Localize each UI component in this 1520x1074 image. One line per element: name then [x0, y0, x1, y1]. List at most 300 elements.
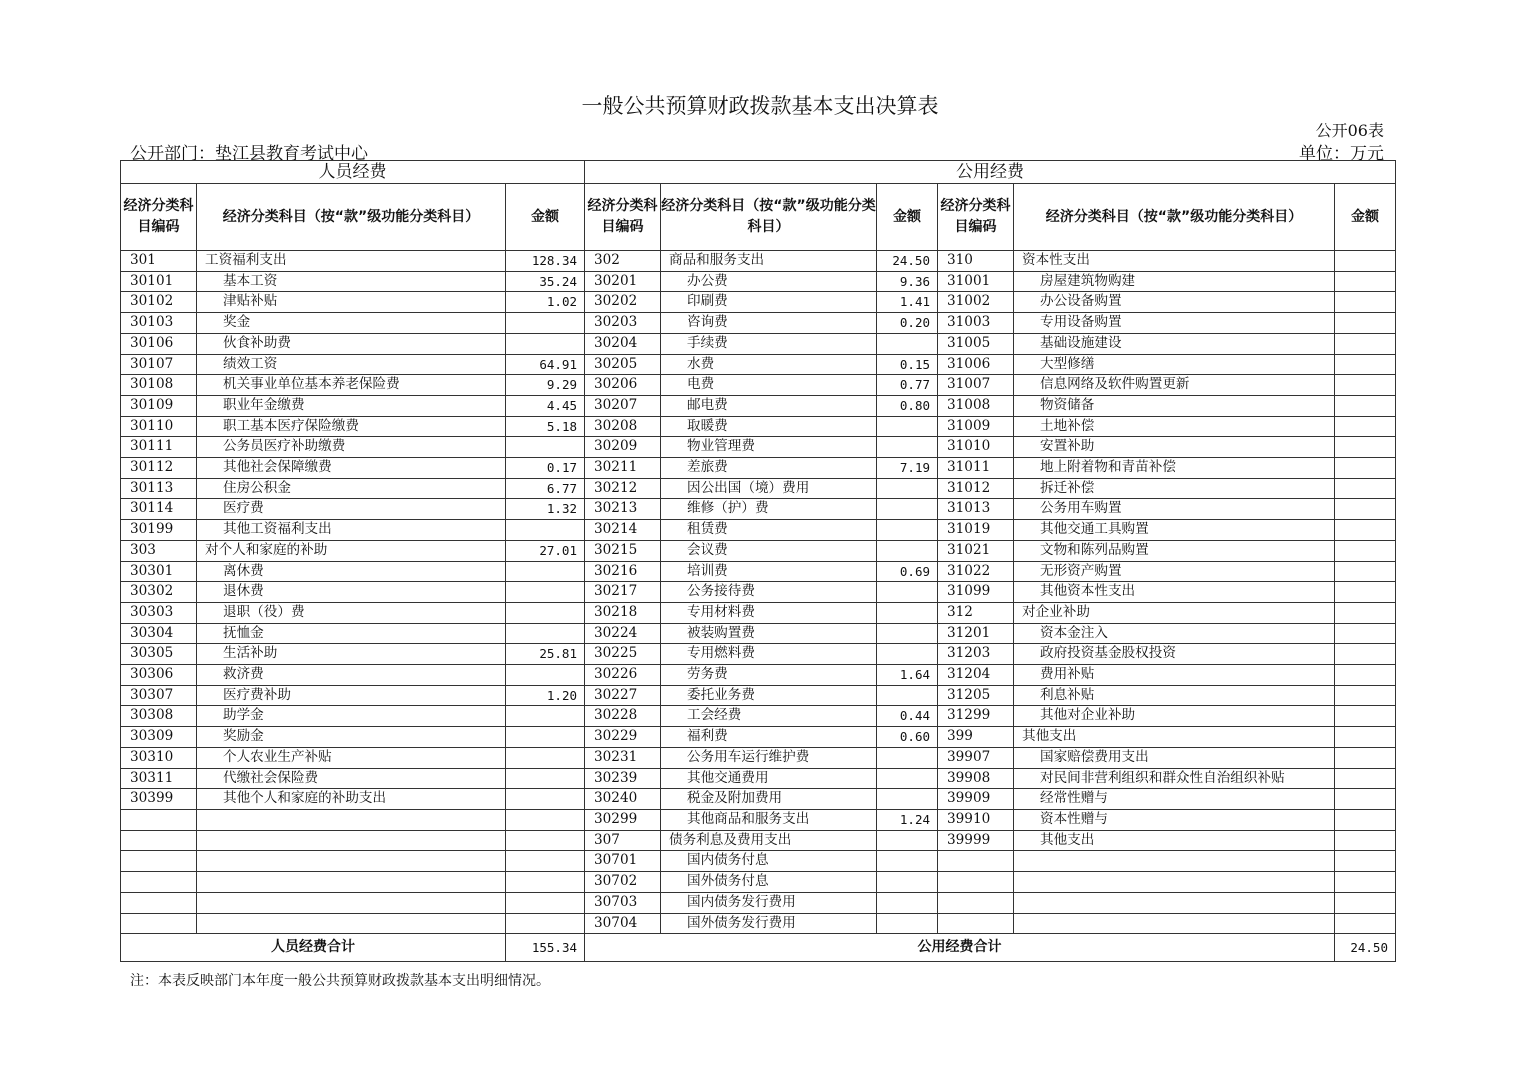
code-cell: 30211 — [585, 458, 661, 479]
code-cell: 30310 — [121, 747, 197, 768]
code-cell: 30208 — [585, 416, 661, 437]
code-cell: 31299 — [938, 706, 1014, 727]
code-cell: 30701 — [585, 851, 661, 872]
item-name-cell: 其他支出 — [1014, 727, 1335, 748]
amount-cell — [877, 872, 938, 893]
item-name-cell — [1014, 872, 1335, 893]
code-cell: 31012 — [938, 478, 1014, 499]
code-cell: 30231 — [585, 747, 661, 768]
item-name-cell: 伙食补助费 — [197, 333, 506, 354]
item-name-cell: 工会经费 — [661, 706, 877, 727]
amount-cell — [1335, 913, 1396, 934]
amount-cell — [877, 333, 938, 354]
amount-cell — [1335, 872, 1396, 893]
code-cell: 31005 — [938, 333, 1014, 354]
code-cell: 31203 — [938, 644, 1014, 665]
table-row — [121, 520, 1396, 541]
amount-cell — [1335, 354, 1396, 375]
item-name-cell: 物资储备 — [1014, 395, 1335, 416]
code-cell: 30113 — [121, 478, 197, 499]
item-name-cell: 奖金 — [197, 313, 506, 334]
item-name-cell: 医疗费 — [197, 499, 506, 520]
item-name-cell: 公务用车运行维护费 — [661, 747, 877, 768]
code-cell: 31019 — [938, 520, 1014, 541]
table-row — [121, 375, 1396, 396]
amount-cell — [1335, 747, 1396, 768]
code-cell: 30309 — [121, 727, 197, 748]
amount-cell — [1335, 644, 1396, 665]
amount-cell — [1335, 271, 1396, 292]
item-name-cell: 政府投资基金股权投资 — [1014, 644, 1335, 665]
code-cell: 312 — [938, 602, 1014, 623]
header-amount-3: 金额 — [1335, 184, 1396, 251]
item-name-cell: 其他对企业补助 — [1014, 706, 1335, 727]
code-cell: 30103 — [121, 313, 197, 334]
code-cell: 301 — [121, 251, 197, 272]
code-cell: 39910 — [938, 809, 1014, 830]
item-name-cell: 资本金注入 — [1014, 623, 1335, 644]
table-row — [121, 892, 1396, 913]
amount-cell: 1.02 — [506, 292, 585, 313]
code-cell: 30101 — [121, 271, 197, 292]
personnel-section-header: 人员经费 — [121, 161, 585, 184]
amount-cell — [1335, 561, 1396, 582]
code-cell — [121, 830, 197, 851]
item-name-cell — [1014, 851, 1335, 872]
item-name-cell: 租赁费 — [661, 520, 877, 541]
code-cell: 30308 — [121, 706, 197, 727]
code-cell: 30399 — [121, 789, 197, 810]
code-cell: 30226 — [585, 665, 661, 686]
item-name-cell: 国家赔偿费用支出 — [1014, 747, 1335, 768]
code-cell: 39907 — [938, 747, 1014, 768]
footnote: 注：本表反映部门本年度一般公共预算财政拨款基本支出明细情况。 — [130, 973, 550, 989]
amount-cell: 27.01 — [506, 540, 585, 561]
item-name-cell: 委托业务费 — [661, 685, 877, 706]
table-row — [121, 313, 1396, 334]
item-name-cell: 地上附着物和青苗补偿 — [1014, 458, 1335, 479]
amount-cell — [1335, 437, 1396, 458]
amount-cell: 35.24 — [506, 271, 585, 292]
code-cell: 30702 — [585, 872, 661, 893]
amount-cell — [506, 747, 585, 768]
amount-cell — [506, 602, 585, 623]
amount-cell: 0.17 — [506, 458, 585, 479]
amount-cell — [1335, 313, 1396, 334]
table-row — [121, 644, 1396, 665]
amount-cell — [1335, 602, 1396, 623]
amount-cell — [1335, 892, 1396, 913]
code-cell: 30214 — [585, 520, 661, 541]
item-name-cell: 公务用车购置 — [1014, 499, 1335, 520]
table-row — [121, 416, 1396, 437]
code-cell: 30215 — [585, 540, 661, 561]
item-name-cell: 物业管理费 — [661, 437, 877, 458]
table-row — [121, 561, 1396, 582]
code-cell: 30114 — [121, 499, 197, 520]
item-name-cell: 公务员医疗补助缴费 — [197, 437, 506, 458]
item-name-cell: 生活补助 — [197, 644, 506, 665]
item-name-cell: 其他交通工具购置 — [1014, 520, 1335, 541]
table-row — [121, 458, 1396, 479]
code-cell: 30305 — [121, 644, 197, 665]
header-code-3: 经济分类科目编码 — [938, 184, 1014, 251]
code-cell: 31021 — [938, 540, 1014, 561]
item-name-cell: 安置补助 — [1014, 437, 1335, 458]
header-name-3: 经济分类科目（按“款”级功能分类科目） — [1014, 184, 1335, 251]
amount-cell — [1335, 789, 1396, 810]
amount-cell — [877, 644, 938, 665]
table-row — [121, 437, 1396, 458]
amount-cell — [506, 872, 585, 893]
table-row — [121, 499, 1396, 520]
code-cell: 31008 — [938, 395, 1014, 416]
item-name-cell — [197, 892, 506, 913]
amount-cell — [1335, 830, 1396, 851]
item-name-cell: 资本性支出 — [1014, 251, 1335, 272]
code-cell — [121, 851, 197, 872]
amount-cell — [506, 768, 585, 789]
code-cell: 30307 — [121, 685, 197, 706]
item-name-cell: 其他交通费用 — [661, 768, 877, 789]
amount-cell — [506, 333, 585, 354]
amount-cell — [506, 313, 585, 334]
amount-cell — [877, 540, 938, 561]
code-cell: 30216 — [585, 561, 661, 582]
item-name-cell: 被装购置费 — [661, 623, 877, 644]
amount-cell — [506, 851, 585, 872]
table-row — [121, 872, 1396, 893]
amount-cell: 0.80 — [877, 395, 938, 416]
table-row — [121, 292, 1396, 313]
amount-cell — [506, 623, 585, 644]
code-cell: 30704 — [585, 913, 661, 934]
table-row — [121, 747, 1396, 768]
item-name-cell: 职业年金缴费 — [197, 395, 506, 416]
amount-cell — [506, 809, 585, 830]
item-name-cell: 办公费 — [661, 271, 877, 292]
item-name-cell: 其他商品和服务支出 — [661, 809, 877, 830]
table-row — [121, 354, 1396, 375]
item-name-cell: 个人农业生产补贴 — [197, 747, 506, 768]
item-name-cell: 费用补贴 — [1014, 665, 1335, 686]
table-row — [121, 706, 1396, 727]
item-name-cell: 印刷费 — [661, 292, 877, 313]
item-name-cell: 救济费 — [197, 665, 506, 686]
code-cell: 39908 — [938, 768, 1014, 789]
amount-cell — [1335, 540, 1396, 561]
amount-cell — [877, 499, 938, 520]
item-name-cell: 助学金 — [197, 706, 506, 727]
item-name-cell: 专用材料费 — [661, 602, 877, 623]
code-cell: 30108 — [121, 375, 197, 396]
code-cell: 39999 — [938, 830, 1014, 851]
header-name-2: 经济分类科目（按“款”级功能分类科目） — [661, 184, 877, 251]
table-row — [121, 665, 1396, 686]
amount-cell: 25.81 — [506, 644, 585, 665]
code-cell: 30228 — [585, 706, 661, 727]
code-cell: 31002 — [938, 292, 1014, 313]
amount-cell — [877, 520, 938, 541]
code-cell: 30303 — [121, 602, 197, 623]
expenditure-table — [120, 160, 1396, 962]
item-name-cell — [1014, 913, 1335, 934]
public-section-header: 公用经费 — [585, 161, 1396, 184]
table-row — [121, 685, 1396, 706]
amount-cell — [506, 830, 585, 851]
table-row — [121, 789, 1396, 810]
code-cell: 30204 — [585, 333, 661, 354]
item-name-cell: 基本工资 — [197, 271, 506, 292]
item-name-cell: 经常性赠与 — [1014, 789, 1335, 810]
amount-cell — [877, 768, 938, 789]
amount-cell: 128.34 — [506, 251, 585, 272]
amount-cell: 1.20 — [506, 685, 585, 706]
item-name-cell: 其他支出 — [1014, 830, 1335, 851]
item-name-cell: 对民间非营利组织和群众性自治组织补贴 — [1014, 768, 1335, 789]
amount-cell: 1.24 — [877, 809, 938, 830]
amount-cell: 0.15 — [877, 354, 938, 375]
amount-cell — [877, 582, 938, 603]
item-name-cell: 国内债务付息 — [661, 851, 877, 872]
item-name-cell: 房屋建筑物购建 — [1014, 271, 1335, 292]
amount-cell — [877, 437, 938, 458]
header-amount-2: 金额 — [877, 184, 938, 251]
amount-cell: 64.91 — [506, 354, 585, 375]
item-name-cell: 电费 — [661, 375, 877, 396]
code-cell: 30109 — [121, 395, 197, 416]
code-cell: 31007 — [938, 375, 1014, 396]
amount-cell — [506, 789, 585, 810]
code-cell: 31205 — [938, 685, 1014, 706]
amount-cell: 5.18 — [506, 416, 585, 437]
item-name-cell: 退职（役）费 — [197, 602, 506, 623]
item-name-cell: 对企业补助 — [1014, 602, 1335, 623]
amount-cell — [1335, 665, 1396, 686]
item-name-cell: 津贴补贴 — [197, 292, 506, 313]
item-name-cell: 维修（护）费 — [661, 499, 877, 520]
code-cell: 31099 — [938, 582, 1014, 603]
amount-cell — [1335, 809, 1396, 830]
table-row — [121, 602, 1396, 623]
personnel-total-label: 人员经费合计 — [121, 934, 506, 962]
amount-cell — [506, 561, 585, 582]
code-cell: 31201 — [938, 623, 1014, 644]
code-cell: 303 — [121, 540, 197, 561]
code-cell: 30229 — [585, 727, 661, 748]
item-name-cell: 其他资本性支出 — [1014, 582, 1335, 603]
item-name-cell: 奖励金 — [197, 727, 506, 748]
code-cell: 30202 — [585, 292, 661, 313]
item-name-cell — [197, 830, 506, 851]
table-row — [121, 809, 1396, 830]
item-name-cell: 文物和陈列品购置 — [1014, 540, 1335, 561]
table-row — [121, 540, 1396, 561]
table-row — [121, 333, 1396, 354]
code-cell — [938, 913, 1014, 934]
amount-cell — [1335, 520, 1396, 541]
code-cell — [121, 913, 197, 934]
code-cell: 30227 — [585, 685, 661, 706]
code-cell — [121, 872, 197, 893]
amount-cell: 1.64 — [877, 665, 938, 686]
table-row — [121, 913, 1396, 934]
item-name-cell: 咨询费 — [661, 313, 877, 334]
amount-cell: 0.60 — [877, 727, 938, 748]
item-name-cell: 商品和服务支出 — [661, 251, 877, 272]
code-cell: 30311 — [121, 768, 197, 789]
amount-cell — [877, 913, 938, 934]
item-name-cell: 基础设施建设 — [1014, 333, 1335, 354]
item-name-cell: 利息补贴 — [1014, 685, 1335, 706]
table-row — [121, 271, 1396, 292]
item-name-cell — [1014, 892, 1335, 913]
item-name-cell: 手续费 — [661, 333, 877, 354]
item-name-cell: 退休费 — [197, 582, 506, 603]
table-row — [121, 830, 1396, 851]
header-name-1: 经济分类科目（按“款”级功能分类科目） — [197, 184, 506, 251]
code-cell: 30302 — [121, 582, 197, 603]
code-cell: 30240 — [585, 789, 661, 810]
item-name-cell: 会议费 — [661, 540, 877, 561]
amount-cell — [1335, 623, 1396, 644]
personnel-total-value: 155.34 — [506, 934, 585, 962]
page-title: 一般公共预算财政拨款基本支出决算表 — [581, 94, 939, 118]
item-name-cell: 公务接待费 — [661, 582, 877, 603]
code-cell: 30703 — [585, 892, 661, 913]
item-name-cell: 劳务费 — [661, 665, 877, 686]
header-code-1: 经济分类科目编码 — [121, 184, 197, 251]
amount-cell: 7.19 — [877, 458, 938, 479]
amount-cell: 0.20 — [877, 313, 938, 334]
code-cell: 399 — [938, 727, 1014, 748]
item-name-cell: 国外债务发行费用 — [661, 913, 877, 934]
item-name-cell: 信息网络及软件购置更新 — [1014, 375, 1335, 396]
item-name-cell: 无形资产购置 — [1014, 561, 1335, 582]
item-name-cell: 住房公积金 — [197, 478, 506, 499]
amount-cell — [506, 892, 585, 913]
amount-cell: 1.32 — [506, 499, 585, 520]
code-cell: 30206 — [585, 375, 661, 396]
code-cell: 307 — [585, 830, 661, 851]
item-name-cell: 职工基本医疗保险缴费 — [197, 416, 506, 437]
code-cell: 30239 — [585, 768, 661, 789]
amount-cell — [1335, 851, 1396, 872]
amount-cell — [1335, 478, 1396, 499]
amount-cell — [877, 685, 938, 706]
item-name-cell: 土地补偿 — [1014, 416, 1335, 437]
code-cell: 30225 — [585, 644, 661, 665]
code-cell: 30306 — [121, 665, 197, 686]
amount-cell — [506, 727, 585, 748]
code-cell: 30209 — [585, 437, 661, 458]
code-cell: 30203 — [585, 313, 661, 334]
item-name-cell: 对个人和家庭的补助 — [197, 540, 506, 561]
item-name-cell: 国内债务发行费用 — [661, 892, 877, 913]
table-number: 公开06表 — [1315, 121, 1384, 140]
amount-cell: 24.50 — [877, 251, 938, 272]
item-name-cell: 绩效工资 — [197, 354, 506, 375]
item-name-cell — [197, 851, 506, 872]
totals-row — [121, 934, 1396, 962]
item-name-cell: 工资福利支出 — [197, 251, 506, 272]
amount-cell — [877, 851, 938, 872]
code-cell: 30213 — [585, 499, 661, 520]
code-cell: 31010 — [938, 437, 1014, 458]
table-row — [121, 623, 1396, 644]
item-name-cell: 机关事业单位基本养老保险费 — [197, 375, 506, 396]
code-cell: 30106 — [121, 333, 197, 354]
unit-label: 单位：万元 — [1299, 144, 1384, 164]
amount-cell — [1335, 499, 1396, 520]
item-name-cell — [197, 809, 506, 830]
item-name-cell: 福利费 — [661, 727, 877, 748]
amount-cell: 1.41 — [877, 292, 938, 313]
amount-cell — [506, 665, 585, 686]
code-cell: 31013 — [938, 499, 1014, 520]
code-cell: 30111 — [121, 437, 197, 458]
department-label: 公开部门：垫江县教育考试中心 — [130, 144, 368, 164]
code-cell: 30212 — [585, 478, 661, 499]
code-cell: 30224 — [585, 623, 661, 644]
amount-cell — [1335, 458, 1396, 479]
code-cell: 30112 — [121, 458, 197, 479]
amount-cell: 4.45 — [506, 395, 585, 416]
amount-cell — [877, 747, 938, 768]
item-name-cell: 债务利息及费用支出 — [661, 830, 877, 851]
amount-cell — [877, 830, 938, 851]
amount-cell — [877, 478, 938, 499]
code-cell: 30304 — [121, 623, 197, 644]
table-row — [121, 251, 1396, 272]
item-name-cell: 拆迁补偿 — [1014, 478, 1335, 499]
code-cell: 302 — [585, 251, 661, 272]
table-row — [121, 727, 1396, 748]
code-cell: 30207 — [585, 395, 661, 416]
code-cell: 31009 — [938, 416, 1014, 437]
code-cell: 31001 — [938, 271, 1014, 292]
item-name-cell: 培训费 — [661, 561, 877, 582]
amount-cell — [1335, 251, 1396, 272]
item-name-cell: 国外债务付息 — [661, 872, 877, 893]
code-cell — [938, 892, 1014, 913]
code-cell: 30201 — [585, 271, 661, 292]
code-cell: 30217 — [585, 582, 661, 603]
amount-cell — [877, 892, 938, 913]
table-row — [121, 478, 1396, 499]
header-code-2: 经济分类科目编码 — [585, 184, 661, 251]
amount-cell: 9.29 — [506, 375, 585, 396]
amount-cell — [1335, 375, 1396, 396]
item-name-cell: 医疗费补助 — [197, 685, 506, 706]
item-name-cell: 抚恤金 — [197, 623, 506, 644]
code-cell: 30110 — [121, 416, 197, 437]
amount-cell: 0.44 — [877, 706, 938, 727]
table-row — [121, 851, 1396, 872]
amount-cell — [877, 789, 938, 810]
code-cell: 30107 — [121, 354, 197, 375]
public-total-value: 24.50 — [1335, 934, 1396, 962]
table-row — [121, 395, 1396, 416]
code-cell: 31022 — [938, 561, 1014, 582]
code-cell — [938, 872, 1014, 893]
table-row — [121, 582, 1396, 603]
amount-cell: 6.77 — [506, 478, 585, 499]
code-cell: 31011 — [938, 458, 1014, 479]
amount-cell — [1335, 333, 1396, 354]
amount-cell — [877, 416, 938, 437]
code-cell: 30299 — [585, 809, 661, 830]
